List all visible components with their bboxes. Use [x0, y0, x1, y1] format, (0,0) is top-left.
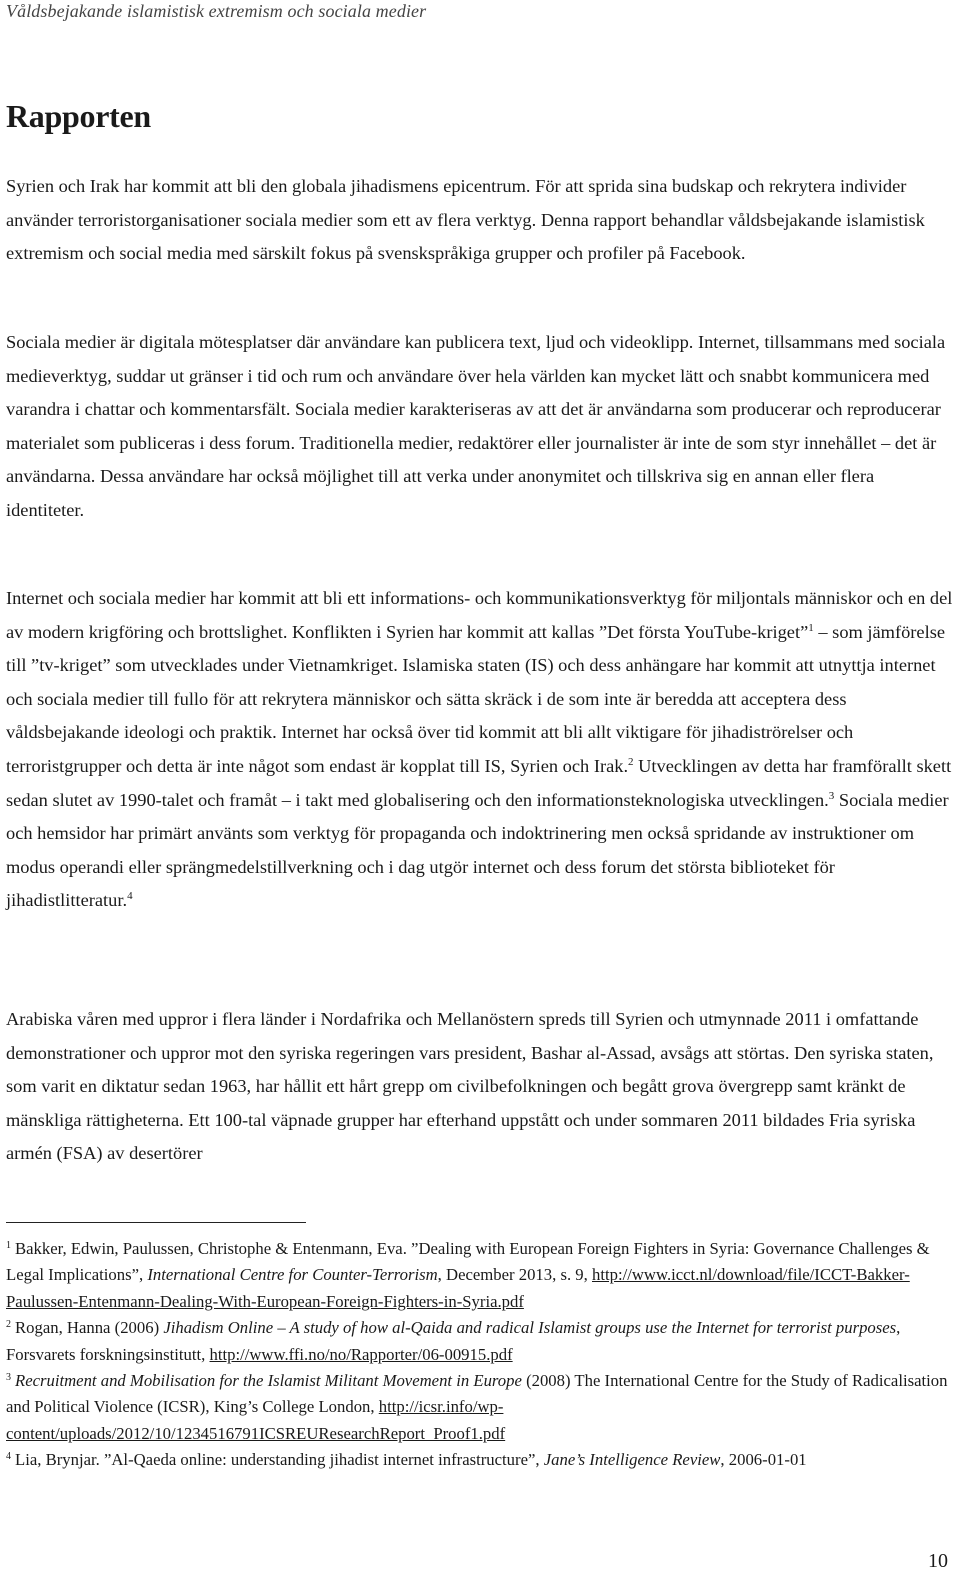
paragraph-3-part-a: Internet och sociala medier har kommit att bli ett informations- och kommunikationsverktyg för miljontals människor och en del av modern krigföring och brottslighet. Konflikten i Syrien har kommit att kallas ”Det första YouTube-kriget”	[6, 588, 953, 642]
footnote-link[interactable]: http://icsr.info/wp-content/uploads/2012/10/1234516791ICSREUResearchReport_Proof1.pdf	[6, 1397, 506, 1443]
footnote-italic: International Centre for Counter-Terrorism	[147, 1265, 438, 1285]
paragraph-1: Syrien och Irak har kommit att bli den globala jihadismens epicentrum. För att sprida sina budskap och rekrytera individer använder terroristorganisationer sociala medier som ett av flera verktyg. Denna rapport behandlar våldsbejakande islamistisk extremism och social media med särskilt fokus på svenskspråkiga grupper och profiler på Facebook.	[6, 176, 925, 264]
footnote-number: 2	[6, 1319, 11, 1331]
footnote-number: 4	[6, 1451, 11, 1463]
footnote-text: Lia, Brynjar. ”Al-Qaeda online: understanding jihadist internet infrastructure”,	[15, 1450, 544, 1470]
footnote-text: , Forsvarets forskningsinstitutt,	[6, 1318, 901, 1364]
footnote-3	[6, 1368, 954, 1447]
footnote-1	[6, 1236, 954, 1315]
footnote-italic: Jane’s Intelligence Review	[543, 1450, 721, 1470]
footnote-link[interactable]: http://www.ffi.no/no/Rapporter/06-00915.pdf	[209, 1344, 513, 1364]
footnote-italic: Recruitment and Mobilisation for the Islamist Militant Movement in Europe	[15, 1371, 522, 1391]
footnote-number: 3	[6, 1372, 11, 1384]
footnote-italic: Jihadism Online – A study of how al-Qaida and radical Islamist groups use the Internet for terrorist purposes	[163, 1318, 897, 1338]
footnote-text: Rogan, Hanna (2006)	[15, 1318, 164, 1338]
footnote-text: , December 2013, s. 9,	[437, 1265, 592, 1285]
footnote-divider	[6, 1222, 306, 1223]
footnote-link[interactable]: http://www.icct.nl/download/file/ICCT-Bakker-Paulussen-Entenmann-Dealing-With-European-Foreign-Fighters-in-Syria.pdf	[6, 1265, 910, 1311]
footnote-ref-4[interactable]: 4	[127, 890, 133, 903]
paragraph-4: Arabiska våren med uppror i flera länder i Nordafrika och Mellanöstern spreds till Syrien och utmynnade 2011 i omfattande demonstrationer och uppror mot den syriska regeringen vars president, Bashar al-Assad, avsågs att störtas. Den syriska staten, som varit en diktatur sedan 1963, har hållit ett hårt grepp om civilbefolkningen och begått grova övergrepp samt kränkt de mänskliga rättigheterna. Ett 100-tal väpnade grupper har efterhand uppstått och under sommaren 2011 bildades Fria syriska armén (FSA) av desertörer	[6, 1009, 934, 1164]
paragraph-2: Sociala medier är digitala mötesplatser där användare kan publicera text, ljud och videoklipp. Internet, tillsammans med sociala medieverktyg, suddar ut gränser i tid och rum och användare över hela världen kan mycket lätt och snabbt kommunicera med varandra i chattar och kommentarsfält. Sociala medier karakteriseras av att det är användarna som producerar och reproducerar materialet som publiceras i dess forum. Traditionella medier, redaktörer eller journalister är inte de som styr innehållet – det är användarna. Dessa användare har också möjlighet till att verka under anonymitet och tillskriva sig en annan eller flera identiteter.	[6, 332, 946, 520]
footnote-ref-1[interactable]: 1	[808, 621, 814, 634]
paragraph-3-part-d: Sociala medier och hemsidor har primärt använts som verktyg för propaganda och indoktrinering men också spridande av instruktioner om modus operandi eller sprängmedelstillverkning och i dag utgör internet och dess forum det största biblioteket för jihadistlitteratur.	[6, 789, 949, 911]
page-number: 10	[928, 1550, 948, 1572]
paragraph-3-part-c: Utvecklingen av detta har framförallt skett sedan slutet av 1990-talet och framåt – i takt med globalisering och den informationsteknologiska utvecklingen.	[6, 755, 952, 810]
footnote-text: (2008) The International Centre for the Study of Radicalisation and Political Violence (ICSR), King’s College London,	[6, 1371, 948, 1417]
footnote-4	[6, 1447, 954, 1473]
footnote-ref-2[interactable]: 2	[628, 755, 634, 768]
section-title: Rapporten	[6, 98, 151, 134]
footnote-text: Bakker, Edwin, Paulussen, Christophe & Entenmann, Eva. ”Dealing with European Foreign Fighters in Syria: Governance Challenges & Legal Implications”,	[6, 1239, 930, 1285]
footnotes	[6, 1236, 954, 1474]
paragraph-3	[6, 582, 954, 918]
footnote-2	[6, 1315, 954, 1368]
footnote-ref-3[interactable]: 3	[828, 789, 835, 802]
paragraph-3-dash: –	[813, 621, 828, 642]
paragraph-3-part-b: som jämförelse till ”tv-kriget” som utvecklades under Vietnamkriget. Islamiska staten (IS) och dess anhängare har kommit att utnyttja internet och sociala medier till fullo för att rekrytera människor och sätta skräck i de som inte är beredda att acceptera dess våldsbejakande ideologi och praktik. Internet har också över tid kommit att bli allt viktigare för jihadiströrelser och terroristgrupper och detta är inte något som endast är kopplat till IS, Syrien och Irak.	[6, 621, 946, 776]
running-header: Våldsbejakande islamistisk extremism och sociala medier	[6, 1, 427, 21]
footnote-number: 1	[6, 1240, 11, 1251]
footnote-text: , 2006-01-01	[720, 1450, 807, 1470]
